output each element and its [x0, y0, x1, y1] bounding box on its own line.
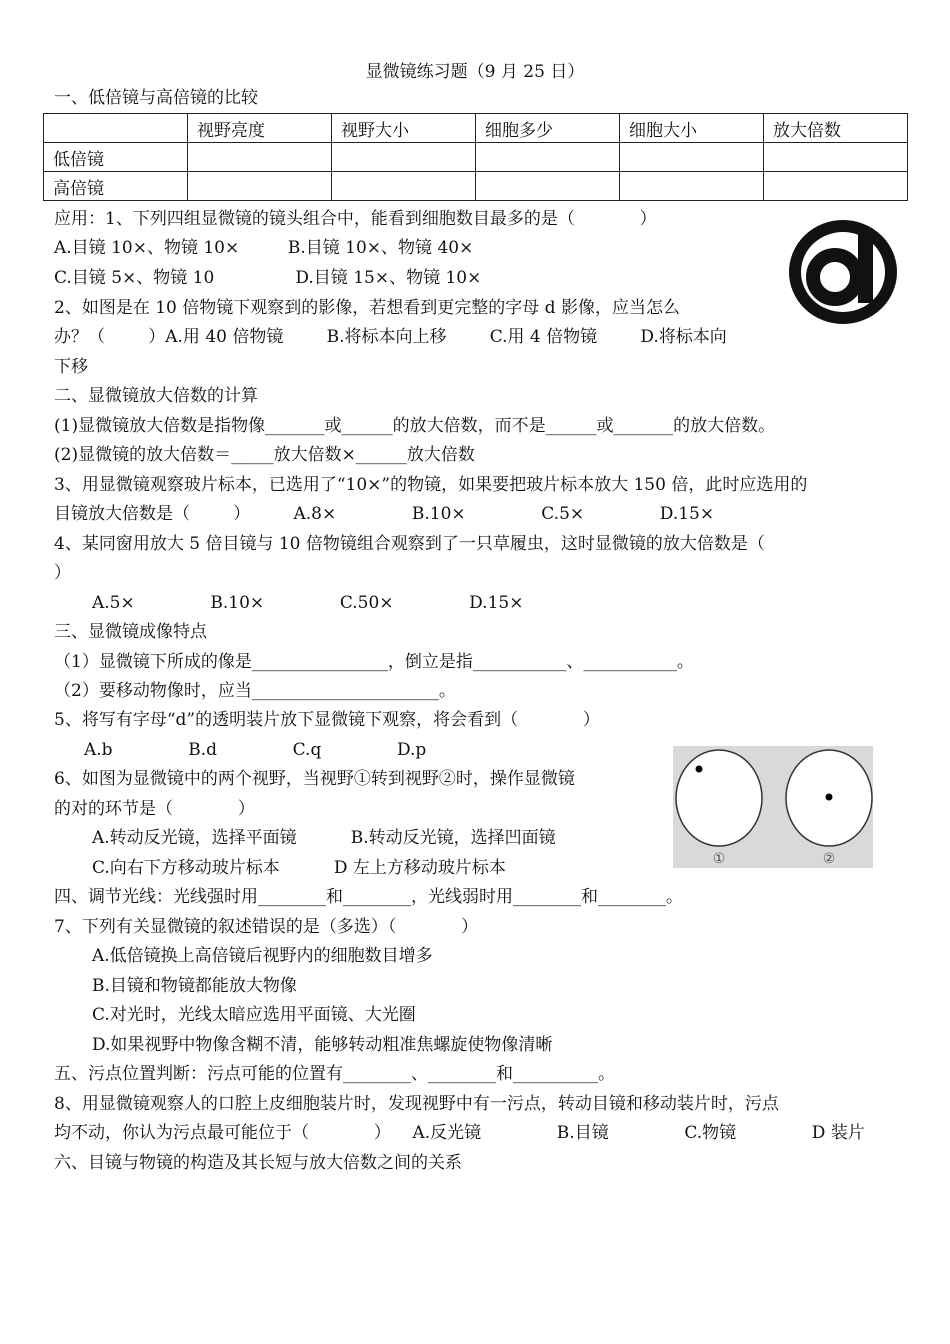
- field-1-dot: [696, 766, 703, 773]
- question-7-option-c: C.对光时，光线太暗应选用平面镜、大光圈: [92, 1005, 416, 1025]
- question-8-line-1: 8、用显微镜观察人的口腔上皮细胞装片时，发现视野中有一污点，转动目镜和移动装片时，污点: [54, 1094, 779, 1114]
- table-row-label: 低倍镜: [44, 143, 188, 172]
- question-1-options-cd: C.目镜 5×、物镜 10 D.目镜 15×、物镜 10×: [54, 268, 482, 288]
- table-cell: [188, 143, 332, 172]
- section-heading-1: 一、低倍镜与高倍镜的比较: [54, 88, 258, 108]
- table-header-row: [44, 114, 908, 143]
- question-6-options-ab: A.转动反光镜，选择平面镜 B.转动反光镜，选择凹面镜: [92, 828, 556, 848]
- table-cell: [332, 143, 476, 172]
- question-1-options-ab: A.目镜 10×、物镜 10× B.目镜 10×、物镜 40×: [54, 238, 474, 258]
- table-header-cell: [44, 114, 188, 143]
- question-5: 5、将写有字母“d”的透明装片放下显微镜下观察，将会看到（ ）: [54, 710, 600, 730]
- question-5-options: A.b B.d C.q D.p: [84, 740, 427, 760]
- page-title: 显微镜练习题（9 月 25 日）: [365, 62, 585, 82]
- section-heading-4: 四、调节光线：光线强时用________和________，光线弱时用________和________。: [54, 887, 683, 907]
- section-heading-3: 三、显微镜成像特点: [54, 622, 207, 642]
- section-heading-2: 二、显微镜放大倍数的计算: [54, 386, 258, 406]
- section-3-item-1: （1）显微镜下所成的像是________________，倒立是指___________、___________。: [54, 652, 694, 672]
- question-2-line-2: 办？（ ）A.用 40 倍物镜 B.将标本向上移 C.用 4 倍物镜 D.将标本向: [54, 327, 727, 347]
- question-4-line-2: ）: [54, 563, 71, 583]
- table-header-cell: 视野大小: [332, 114, 476, 143]
- question-2-line-3: 下移: [54, 357, 88, 377]
- table-row-label: 高倍镜: [44, 172, 188, 201]
- table-cell: [764, 143, 908, 172]
- question-3-line-2: 目镜放大倍数是（ ） A.8× B.10× C.5× D.15×: [54, 504, 715, 524]
- table-header-cell: 细胞大小: [620, 114, 764, 143]
- table-cell: [620, 143, 764, 172]
- question-6-line-1: 6、如图为显微镜中的两个视野，当视野①转到视野②时，操作显微镜: [54, 769, 575, 789]
- question-2-line-1: 2、如图是在 10 倍物镜下观察到的影像，若想看到更完整的字母 d 影像，应当怎么: [54, 298, 680, 318]
- table-header-cell: 视野亮度: [188, 114, 332, 143]
- table-cell: [332, 172, 476, 201]
- section-2-item-2: (2)显微镜的放大倍数＝_____放大倍数×______放大倍数: [54, 445, 475, 465]
- section-3-item-2: （2）要移动物像时，应当______________________。: [54, 681, 456, 701]
- field-2-dot: [826, 794, 833, 801]
- section-heading-5: 五、污点位置判断：污点可能的位置有________、________和__________。: [54, 1064, 615, 1084]
- table-row: [44, 172, 908, 201]
- field-1-circle: [676, 750, 762, 846]
- table-cell: [476, 172, 620, 201]
- question-8-line-2: 均不动，你认为污点最可能位于（ ） A.反光镜 B.目镜 C.物镜 D 装片: [54, 1123, 865, 1143]
- table-header-cell: 放大倍数: [764, 114, 908, 143]
- question-7-option-d: D.如果视野中物像含糊不清，能够转动粗准焦螺旋使物像清晰: [92, 1035, 553, 1055]
- table-cell: [764, 172, 908, 201]
- section-2-item-1: (1)显微镜放大倍数是指物像_______或______的放大倍数，而不是______或_______的放大倍数。: [54, 416, 776, 436]
- question-7: 7、下列有关显微镜的叙述错误的是（多选）（ ）: [54, 917, 479, 937]
- table-header-cell: 细胞多少: [476, 114, 620, 143]
- table-cell: [620, 172, 764, 201]
- table-row: [44, 143, 908, 172]
- question-7-option-b: B.目镜和物镜都能放大物像: [92, 976, 297, 996]
- question-6-options-cd: C.向右下方移动玻片标本 D 左上方移动玻片标本: [92, 858, 506, 878]
- question-1: 应用：1、下列四组显微镜的镜头组合中，能看到细胞数目最多的是（ ）: [54, 209, 657, 229]
- comparison-table: [43, 113, 908, 201]
- table-cell: [476, 143, 620, 172]
- field-2-label: ②: [822, 851, 836, 867]
- question-4-line-1: 4、某同窗用放大 5 倍目镜与 10 倍物镜组合观察到了一只草履虫，这时显微镜的放大倍数是（: [54, 534, 765, 554]
- question-7-option-a: A.低倍镜换上高倍镜后视野内的细胞数目增多: [92, 946, 433, 966]
- question-6-line-2: 的对的环节是（ ）: [54, 799, 255, 819]
- question-3-line-1: 3、用显微镜观察玻片标本，已选用了“10×”的物镜，如果要把玻片标本放大 150 倍，此时应选用的: [54, 475, 808, 495]
- question-4-options: A.5× B.10× C.50× D.15×: [92, 593, 524, 613]
- table-cell: [188, 172, 332, 201]
- microscope-fields-figure: [673, 746, 873, 868]
- section-heading-6: 六、目镜与物镜的构造及其长短与放大倍数之间的关系: [54, 1153, 462, 1173]
- letter-d-figure: [785, 217, 902, 327]
- field-1-label: ①: [712, 851, 726, 867]
